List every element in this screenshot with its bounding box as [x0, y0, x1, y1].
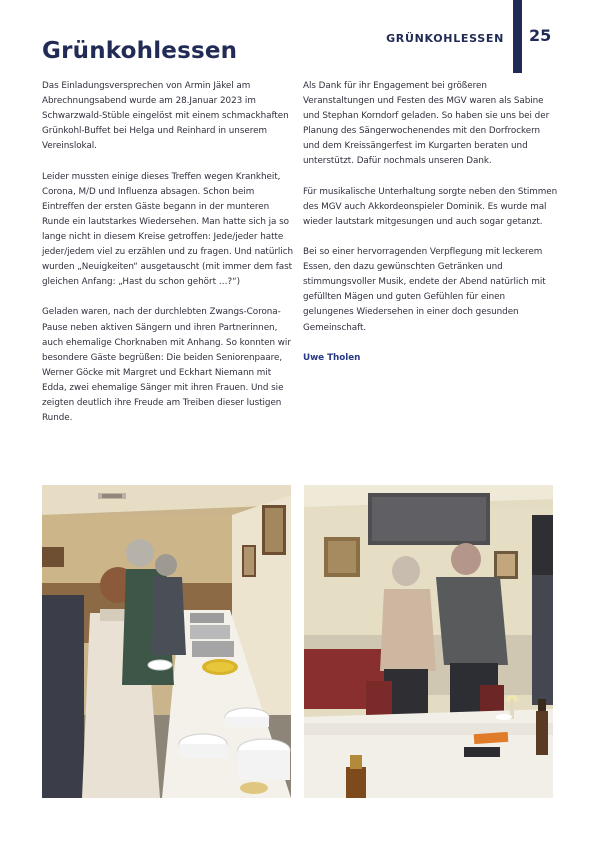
paragraph: Für musikalische Unterhaltung sorgte neben den Stimmen des MGV auch Akkordeonspieler Dominik. Es wurde mal wieder lautstark mitgesungen und auch sogar getanzt. — [303, 186, 558, 227]
paragraph: Das Einladungsversprechen von Armin Jäkel am Abrechnungsabend wurde am 28.Januar 2023 im Schwarzwald-Stüble eingelöst mit einem schmackhaften Grünkohl-Buffet bei Helga und Reinhard in unserem Vereinslokal. — [42, 81, 289, 152]
paragraph: Geladen waren, nach der durchlebten Zwangs-Corona-Pause neben aktiven Sängern und ihren Partnerinnen, auch ehemalige Chorknaben mit Anhang. So konnten wir besondere Gäste begrüßen: Die beiden Seniorenpaare, Werner Göcke mit Margret und Eckhart Niemann mit Edda, zwei ehemalige Sänger mit ihren Frauen. Und sie zeigten deutlich ihre Freude am Treiben dieser lustigen Runde. — [42, 307, 291, 424]
page-number: 25 — [529, 26, 552, 45]
accent-bar — [513, 0, 522, 73]
article-title: Grünkohlessen — [42, 38, 238, 64]
running-head: GRÜNKOHLESSEN — [386, 32, 504, 45]
text-column-left — [42, 79, 294, 441]
author: Uwe Tholen — [303, 352, 361, 363]
dancing-photo — [304, 485, 553, 798]
text-column-right — [303, 79, 558, 381]
paragraph: Leider mussten einige dieses Treffen wegen Krankheit, Corona, M/D und Influenza absagen. Schon beim Eintreffen der ersten Gäste begann in der munteren Runde ein lautstarkes Wiedersehen. Man hatte sich ja so lange nicht in diesem Kreise getroffen: Jede/jeder hatte jeder/jedem viel zu erzählen und zu fragen. Und natürlich wurden „Neuigkeiten“ ausgetauscht (mit immer dem fast gleichen Anfang: „Hast du schon gehört …?“) — [42, 171, 294, 288]
buffet-photo — [42, 485, 291, 798]
paragraph: Als Dank für ihr Engagement bei größeren Veranstaltungen und Festen des MGV waren als Sabine und Stephan Korndorf geladen. So haben sie uns bei der Planung des Sängerwochenendes mit den Dorfrockern und dem Kreissängerfest im Kurgarten beraten und unterstützt. Dafür nochmals unseren Dank. — [303, 81, 550, 167]
paragraph: Bei so einer hervorragenden Verpflegung mit leckerem Essen, den dazu gewünschten Getränken und stimmungsvoller Musik, endete der Abend natürlich mit gefüllten Mägen und guten Gefühlen für einen gelungenes Wiedersehen in einer doch gesunden Gemeinschaft. — [303, 247, 546, 333]
